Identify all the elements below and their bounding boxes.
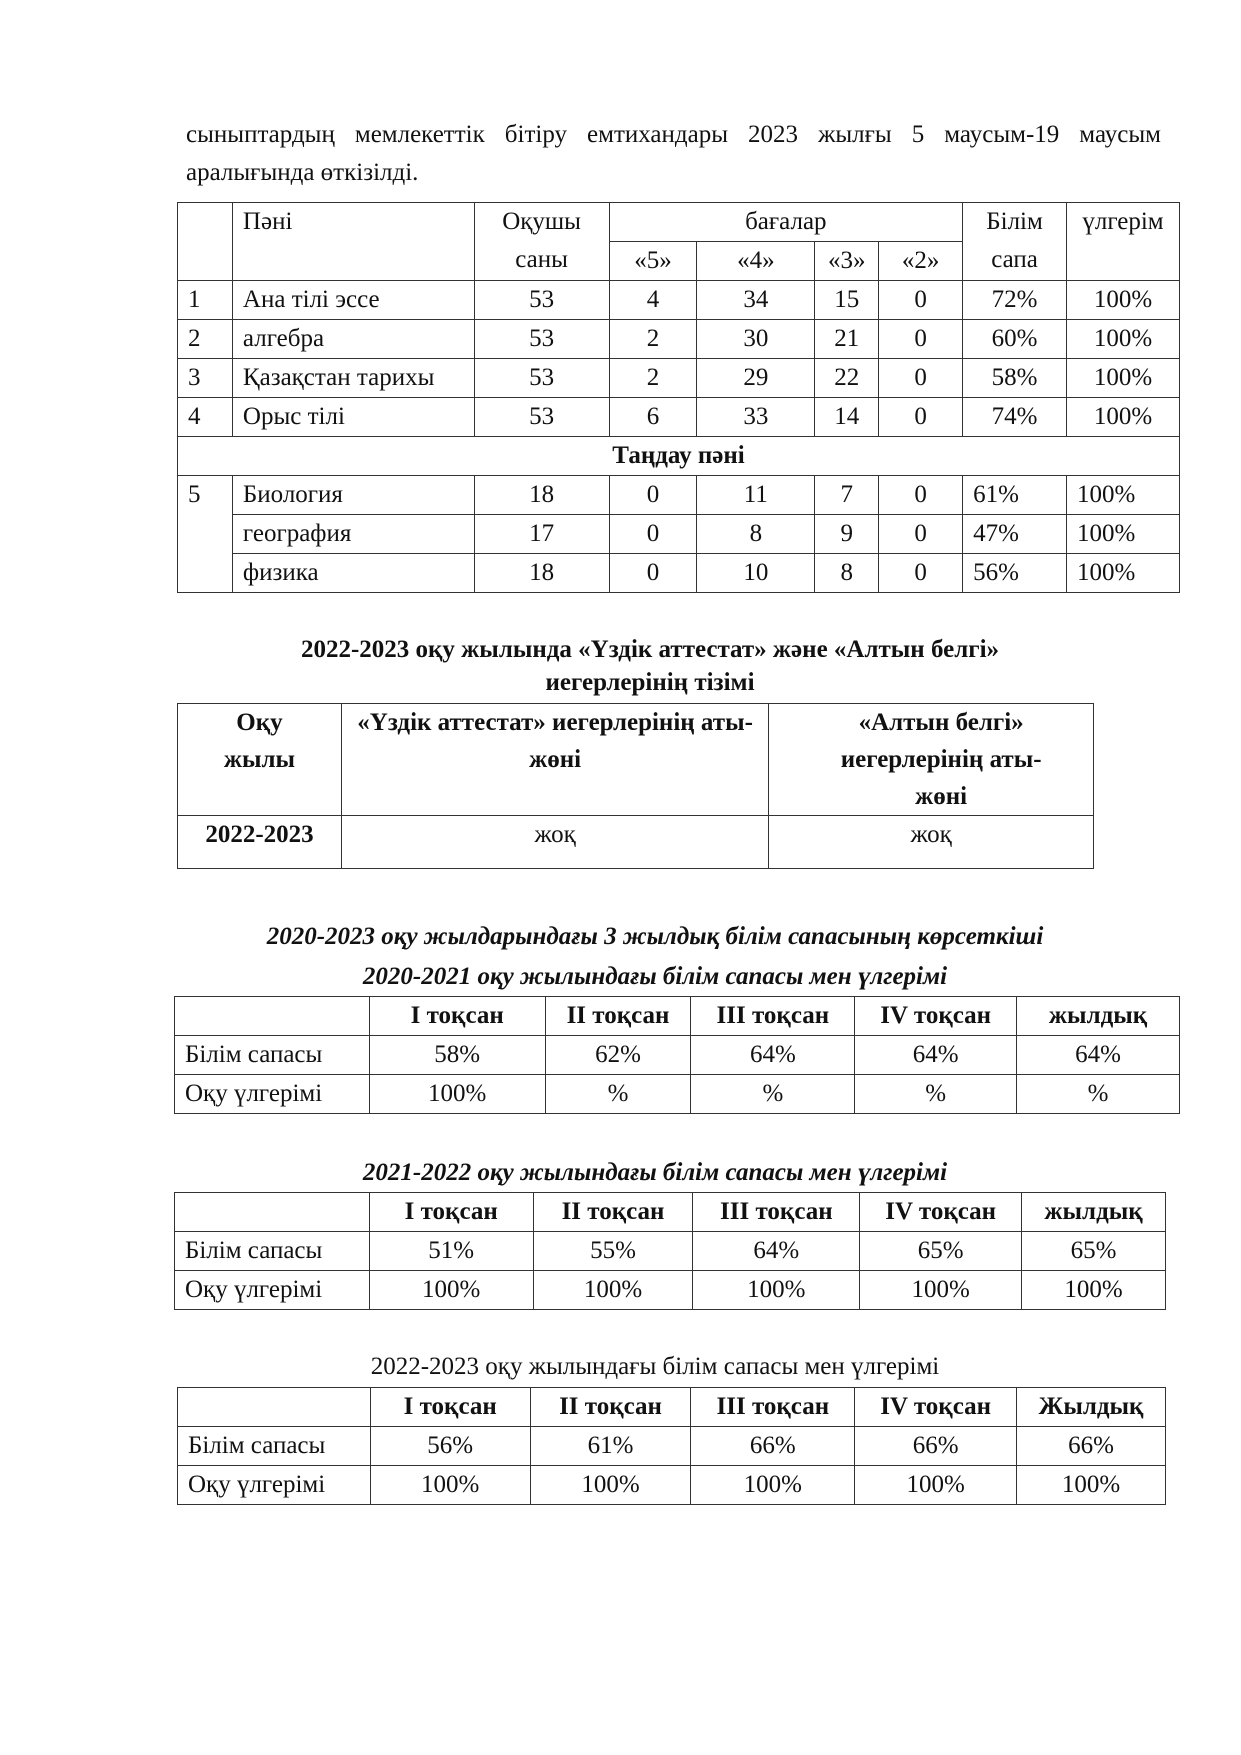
header-cell: І тоқсан <box>370 1388 530 1427</box>
cell: 100% <box>1017 1466 1166 1505</box>
cell: 55% <box>533 1232 693 1271</box>
cell: 66% <box>1017 1427 1166 1466</box>
row-label: Білім сапасы <box>175 1036 370 1075</box>
cell: 62% <box>545 1036 691 1075</box>
honors-col-year: Оқу жылы <box>178 704 342 816</box>
header-quality: Білім сапа <box>963 203 1067 281</box>
row-g5: 6 <box>609 398 697 437</box>
row-label: Оқу үлгерімі <box>175 1075 370 1114</box>
row-subject: география <box>232 515 474 554</box>
row-g5: 0 <box>609 515 697 554</box>
row-g3: 15 <box>815 281 879 320</box>
row-g2: 0 <box>879 554 963 593</box>
row-quality: 72% <box>963 281 1067 320</box>
row-no: 3 <box>178 359 233 398</box>
table-row <box>178 1466 1166 1505</box>
row-subject: Ана тілі эссе <box>232 281 474 320</box>
row-students: 18 <box>474 476 609 515</box>
cell: 61% <box>530 1427 691 1466</box>
table-row <box>178 554 1180 593</box>
row-students: 53 <box>474 359 609 398</box>
row-progress: 100% <box>1066 476 1179 515</box>
row-g3: 21 <box>815 320 879 359</box>
cell: 51% <box>369 1232 533 1271</box>
cell: 100% <box>530 1466 691 1505</box>
row-g4: 33 <box>697 398 815 437</box>
header-cell: ІІ тоқсан <box>533 1193 693 1232</box>
row-g2: 0 <box>879 398 963 437</box>
cell: % <box>855 1075 1017 1114</box>
cell: 100% <box>369 1271 533 1310</box>
row-no: 2 <box>178 320 233 359</box>
honors-col-gold: «Алтын белгі» иегерлерінің аты-жөні <box>769 704 1094 816</box>
header-grades: бағалар <box>609 203 963 242</box>
row-subject: физика <box>232 554 474 593</box>
cell: 66% <box>855 1427 1017 1466</box>
row-students: 53 <box>474 398 609 437</box>
row-progress: 100% <box>1066 359 1179 398</box>
row-g3: 14 <box>815 398 879 437</box>
header-cell: Жылдық <box>1017 1388 1166 1427</box>
cell: 64% <box>1017 1036 1180 1075</box>
honors-attestat-value: жоқ <box>341 816 768 869</box>
header-cell: ІІ тоқсан <box>545 997 691 1036</box>
elective-label-row <box>178 437 1180 476</box>
honors-gold-value: жоқ <box>769 816 1094 869</box>
header-cell <box>175 1193 370 1232</box>
row-subject: алгебра <box>232 320 474 359</box>
header-grade-5: «5» <box>609 242 697 281</box>
row-quality: 60% <box>963 320 1067 359</box>
row-g5: 2 <box>609 359 697 398</box>
quality-table-2020-2021 <box>174 996 1180 1114</box>
exam-results-table <box>177 202 1180 593</box>
cell: 56% <box>370 1427 530 1466</box>
row-students: 17 <box>474 515 609 554</box>
row-g3: 9 <box>815 515 879 554</box>
header-cell: ІІ тоқсан <box>530 1388 691 1427</box>
row-students: 53 <box>474 281 609 320</box>
quality-header-row <box>178 1388 1166 1427</box>
table-row <box>175 1036 1180 1075</box>
header-grade-4: «4» <box>697 242 815 281</box>
row-g3: 7 <box>815 476 879 515</box>
cell: 100% <box>533 1271 693 1310</box>
cell: % <box>1017 1075 1180 1114</box>
cell: 65% <box>860 1232 1022 1271</box>
row-g4: 30 <box>697 320 815 359</box>
row-label: Оқу үлгерімі <box>178 1466 371 1505</box>
honors-year: 2022-2023 <box>178 816 342 869</box>
row-label: Білім сапасы <box>178 1427 371 1466</box>
row-students: 53 <box>474 320 609 359</box>
cell: 100% <box>855 1466 1017 1505</box>
quality-table-1-title: 2020-2021 оқу жылындағы білім сапасы мен үлгерімі <box>362 963 948 990</box>
elective-label: Таңдау пәні <box>178 437 1180 476</box>
row-g4: 34 <box>697 281 815 320</box>
row-g3: 8 <box>815 554 879 593</box>
row-progress: 100% <box>1066 320 1179 359</box>
header-subject: Пәні <box>232 203 474 281</box>
cell: 100% <box>370 1466 530 1505</box>
header-cell: жылдық <box>1022 1193 1166 1232</box>
table-row <box>178 281 1180 320</box>
row-no: 1 <box>178 281 233 320</box>
table-row <box>175 1232 1166 1271</box>
quality-header-row <box>175 1193 1166 1232</box>
row-students: 18 <box>474 554 609 593</box>
honors-col-attestat: «Үздік аттестат» иегерлерінің аты-жөні <box>341 704 768 816</box>
row-g4: 8 <box>697 515 815 554</box>
row-g3: 22 <box>815 359 879 398</box>
table-row <box>175 1271 1166 1310</box>
quality-table-2022-2023 <box>177 1387 1166 1505</box>
header-students: Оқушы саны <box>474 203 609 281</box>
quality-table-3-title: 2022-2023 оқу жылындағы білім сапасы мен үлгерімі <box>370 1353 940 1380</box>
cell: 65% <box>1022 1232 1166 1271</box>
quality-section-title: 2020-2023 оқу жылдарындағы 3 жылдық білім сапасының көрсеткіші <box>266 923 1044 950</box>
row-quality: 56% <box>963 554 1067 593</box>
quality-table-2021-2022 <box>174 1192 1166 1310</box>
row-g4: 10 <box>697 554 815 593</box>
header-no <box>178 203 233 281</box>
row-g2: 0 <box>879 359 963 398</box>
intro-paragraph: сыныптардың мемлекеттік бітіру емтихандары 2023 жылғы 5 маусым-19 маусым аралығында өткізілді. <box>186 121 1161 186</box>
table-row <box>178 816 1094 869</box>
header-cell: ІІІ тоқсан <box>691 1388 855 1427</box>
cell: 100% <box>691 1466 855 1505</box>
row-g5: 4 <box>609 281 697 320</box>
row-g5: 2 <box>609 320 697 359</box>
row-subject: Орыс тілі <box>232 398 474 437</box>
header-grade-2: «2» <box>879 242 963 281</box>
row-progress: 100% <box>1066 398 1179 437</box>
header-cell: ІV тоқсан <box>855 1388 1017 1427</box>
header-cell: ІV тоқсан <box>860 1193 1022 1232</box>
row-quality: 47% <box>963 515 1067 554</box>
quality-table-2-title: 2021-2022 оқу жылындағы білім сапасы мен үлгерімі <box>362 1159 948 1186</box>
header-cell <box>178 1388 371 1427</box>
row-no: 4 <box>178 398 233 437</box>
row-quality: 61% <box>963 476 1067 515</box>
header-cell: ІІІ тоқсан <box>691 997 855 1036</box>
table-row <box>178 515 1180 554</box>
elective-no: 5 <box>178 476 233 593</box>
cell: 100% <box>369 1075 545 1114</box>
cell: 58% <box>369 1036 545 1075</box>
row-g2: 0 <box>879 476 963 515</box>
header-cell: І тоқсан <box>369 997 545 1036</box>
row-quality: 74% <box>963 398 1067 437</box>
exam-header-row <box>178 203 1180 242</box>
cell: 64% <box>855 1036 1017 1075</box>
header-progress: үлгерім <box>1066 203 1179 281</box>
row-quality: 58% <box>963 359 1067 398</box>
row-g2: 0 <box>879 515 963 554</box>
row-g2: 0 <box>879 281 963 320</box>
cell: 100% <box>860 1271 1022 1310</box>
header-cell: ІV тоқсан <box>855 997 1017 1036</box>
honors-header-row <box>178 704 1094 816</box>
row-subject: Қазақстан тарихы <box>232 359 474 398</box>
row-progress: 100% <box>1066 515 1179 554</box>
honors-title-line1: 2022-2023 оқу жылында «Үздік аттестат» және «Алтын белгі» <box>300 636 1000 663</box>
table-row <box>178 320 1180 359</box>
honors-table <box>177 703 1094 869</box>
header-cell: жылдық <box>1017 997 1180 1036</box>
cell: 64% <box>691 1036 855 1075</box>
row-g2: 0 <box>879 320 963 359</box>
row-label: Білім сапасы <box>175 1232 370 1271</box>
table-row <box>178 476 1180 515</box>
cell: 66% <box>691 1427 855 1466</box>
row-progress: 100% <box>1066 554 1179 593</box>
header-cell: І тоқсан <box>369 1193 533 1232</box>
row-g4: 11 <box>697 476 815 515</box>
header-grade-3: «3» <box>815 242 879 281</box>
table-row <box>178 1427 1166 1466</box>
table-row <box>178 359 1180 398</box>
cell: 100% <box>1022 1271 1166 1310</box>
row-g5: 0 <box>609 554 697 593</box>
table-row <box>178 398 1180 437</box>
honors-title-line2: иегерлерінің тізімі <box>545 669 755 696</box>
cell: % <box>691 1075 855 1114</box>
table-row <box>175 1075 1180 1114</box>
row-g4: 29 <box>697 359 815 398</box>
row-subject: Биология <box>232 476 474 515</box>
header-cell: ІІІ тоқсан <box>693 1193 860 1232</box>
row-label: Оқу үлгерімі <box>175 1271 370 1310</box>
row-g5: 0 <box>609 476 697 515</box>
cell: 64% <box>693 1232 860 1271</box>
cell: % <box>545 1075 691 1114</box>
cell: 100% <box>693 1271 860 1310</box>
header-cell <box>175 997 370 1036</box>
row-progress: 100% <box>1066 281 1179 320</box>
quality-header-row <box>175 997 1180 1036</box>
